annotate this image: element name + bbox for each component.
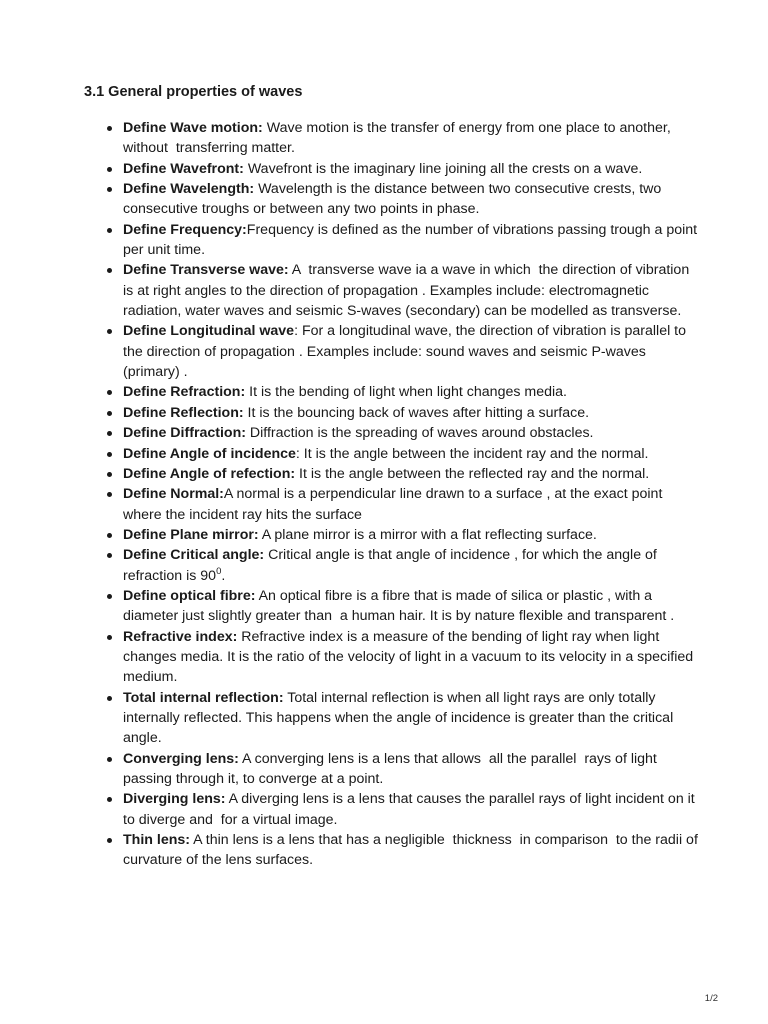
definition-text: Refractive index is a measure of the bending of light ray when light changes media. It is the ratio of the velocity of light in a vacuum to its velocity in a specified medium. bbox=[123, 628, 698, 686]
bullet-icon bbox=[107, 431, 112, 436]
bullet-icon bbox=[107, 126, 112, 131]
definition-text: Frequency is defined as the number of vibrations passing trough a point per unit time. bbox=[123, 221, 702, 259]
definition-term: Define Wave motion: bbox=[123, 120, 263, 136]
definition-item bbox=[123, 220, 702, 261]
definition-item bbox=[123, 586, 698, 627]
definition-term: Define Normal: bbox=[123, 486, 224, 503]
definition-term: Define Critical angle: bbox=[123, 547, 265, 564]
definition-item bbox=[123, 423, 698, 443]
definition-text: Wavelength is the distance between two consecutive crests, two consecutive troughs or between any two points in phase. bbox=[123, 181, 666, 218]
definition-text: It is the bouncing back of waves after hitting a surface. bbox=[243, 404, 590, 421]
definition-item bbox=[123, 688, 698, 749]
definition-term: Thin lens: bbox=[123, 832, 190, 849]
definition-item bbox=[123, 749, 698, 790]
definition-text: A plane mirror is a mirror with a flat reflecting surface. bbox=[258, 526, 597, 543]
bullet-icon bbox=[107, 187, 112, 192]
definition-text: A transverse wave ia a wave in which the direction of vibration is at right angles to the direction of propagation . Examples include: electromagnetic radiation, water waves and seismic S-waves (secondary) can be modelled as transverse. bbox=[123, 262, 694, 320]
bullet-icon bbox=[107, 472, 112, 477]
definition-term: Define Plane mirror: bbox=[123, 526, 259, 543]
definition-term: Total internal reflection: bbox=[123, 689, 284, 706]
definition-list bbox=[123, 118, 702, 871]
definition-item bbox=[123, 545, 698, 586]
definition-item bbox=[123, 179, 698, 220]
definition-text: A normal is a perpendicular line drawn to a surface , at the exact point where the incident ray hits the surface bbox=[123, 486, 667, 523]
definition-term: Define Transverse wave: bbox=[123, 262, 289, 279]
bullet-icon bbox=[107, 757, 112, 762]
definition-term: Diverging lens: bbox=[123, 791, 226, 808]
definition-item bbox=[123, 444, 698, 464]
bullet-icon bbox=[107, 553, 112, 558]
bullet-icon bbox=[107, 492, 112, 497]
definition-term: Define optical fibre: bbox=[123, 587, 256, 604]
definition-item bbox=[123, 627, 698, 688]
definition-term: Define Angle of incidence bbox=[123, 445, 296, 462]
definition-term: Define Wavelength: bbox=[123, 181, 255, 198]
definition-item bbox=[123, 159, 698, 179]
definition-text: Wave motion is the transfer of energy from one place to another, without transferring matter. bbox=[123, 120, 675, 157]
definition-item bbox=[123, 403, 698, 423]
definition-item bbox=[123, 118, 698, 159]
definition-term: Define Diffraction: bbox=[123, 425, 246, 442]
definition-term: Define Wavefront: bbox=[123, 160, 244, 177]
definition-item bbox=[123, 525, 698, 545]
bullet-icon bbox=[107, 452, 112, 457]
definition-term: Define Angle of refection: bbox=[123, 465, 296, 482]
bullet-icon bbox=[107, 268, 112, 273]
bullet-icon bbox=[107, 838, 112, 843]
definition-text: A converging lens is a lens that allows all the parallel rays of light passing through it, to converge at a point. bbox=[123, 750, 661, 787]
bullet-icon bbox=[107, 329, 112, 334]
degree-superscript: 0 bbox=[216, 565, 222, 577]
section-title: 3.1 General properties of waves bbox=[84, 84, 303, 100]
definition-text: A thin lens is a lens that has a negligible thickness in comparison to the radii of curvature of the lens surfaces. bbox=[123, 832, 702, 869]
definition-text: Critical angle is that angle of incidence , for which the angle of refraction is 90 bbox=[123, 547, 661, 584]
definition-item bbox=[123, 464, 698, 484]
definition-term: Define Frequency: bbox=[123, 221, 247, 238]
definition-text: : It is the angle between the incident ray and the normal. bbox=[295, 445, 649, 462]
definition-term: Refractive index: bbox=[123, 628, 238, 645]
definition-text: Diffraction is the spreading of waves around obstacles. bbox=[245, 425, 594, 442]
definition-item bbox=[123, 789, 698, 830]
definition-term: Define Longitudinal wave bbox=[123, 323, 295, 340]
bullet-icon bbox=[107, 390, 112, 395]
definition-item bbox=[123, 484, 698, 525]
definition-text: It is the bending of light when light changes media. bbox=[245, 384, 567, 401]
definition-text: An optical fibre is a fibre that is made of silica or plastic , with a diameter just slightly greater than a human hair. It is by nature flexible and transparent . bbox=[123, 587, 675, 625]
bullet-icon bbox=[107, 533, 112, 538]
definition-text: Total internal reflection is when all light rays are only totally internally reflected. This happens when the angle of incidence is greater than the critical angle. bbox=[123, 689, 678, 747]
definition-term: Define Refraction: bbox=[123, 384, 246, 401]
definition-item bbox=[123, 382, 698, 402]
definition-item bbox=[123, 830, 702, 871]
definition-text-end: . bbox=[221, 567, 226, 584]
bullet-icon bbox=[107, 411, 112, 416]
bullet-icon bbox=[107, 797, 112, 802]
definition-term: Converging lens: bbox=[123, 750, 239, 767]
bullet-icon bbox=[107, 635, 112, 640]
bullet-icon bbox=[107, 594, 112, 599]
bullet-icon bbox=[107, 167, 112, 172]
bullet-icon bbox=[107, 228, 112, 233]
page-number: 1/2 bbox=[704, 993, 718, 1004]
definition-text: A diverging lens is a lens that causes the parallel rays of light incident on it to diverge and for a virtual image. bbox=[123, 791, 699, 828]
definition-text: Wavefront is the imaginary line joining all the crests on a wave. bbox=[243, 160, 643, 177]
definition-item bbox=[123, 260, 698, 321]
definition-text: It is the angle between the reflected ray and the normal. bbox=[295, 465, 650, 482]
definition-item bbox=[123, 321, 698, 382]
definition-text: : For a longitudinal wave, the direction of vibration is parallel to the direction of propagation . Examples include: sound waves and seismic P-waves (primary) . bbox=[123, 323, 690, 381]
definition-term: Define Reflection: bbox=[123, 404, 244, 421]
bullet-icon bbox=[107, 696, 112, 701]
